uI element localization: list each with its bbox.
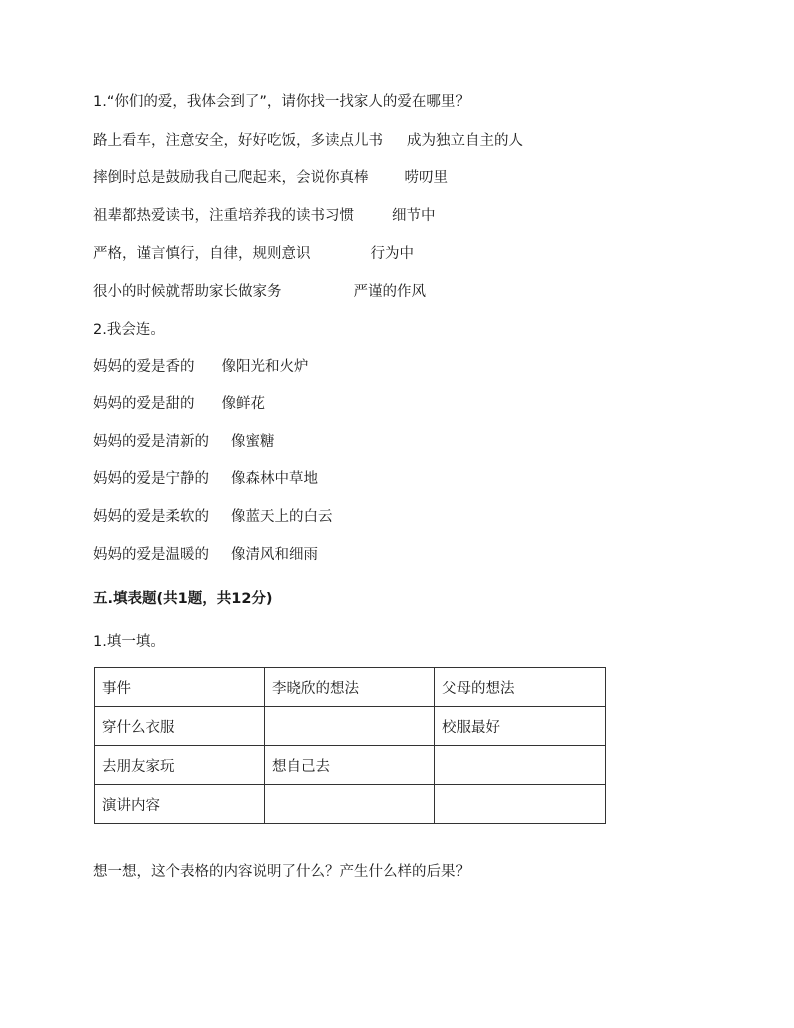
q1-row-5-left: 很小的时候就帮助家长做家务 — [93, 284, 282, 300]
q2-row-2-right: 像鲜花 — [221, 396, 265, 412]
table-row — [95, 707, 606, 746]
q1-row-2-right: 唠叨里 — [404, 170, 448, 186]
q1-row-4 — [93, 244, 414, 264]
q1-prompt-text: 1.“你们的爱，我体会到了”，请你找一找家人的爱在哪里？ — [93, 94, 470, 110]
table-header-row — [95, 668, 606, 707]
q1-prompt — [93, 92, 470, 112]
q2-row-1-right: 像阳光和火炉 — [221, 359, 309, 375]
table-cell: 去朋友家玩 — [95, 746, 265, 785]
q2-row-4-left: 妈妈的爱是宁静的 — [93, 471, 209, 487]
table-cell: 校服最好 — [435, 707, 606, 746]
q2-row-6-left: 妈妈的爱是温暖的 — [93, 547, 209, 563]
q2-row-1 — [93, 357, 309, 377]
table-row — [95, 746, 606, 785]
table-row — [95, 785, 606, 824]
q2-row-6 — [93, 545, 318, 565]
table-cell-blank[interactable] — [435, 746, 606, 785]
q1-row-5-right: 严谨的作风 — [353, 284, 426, 300]
q1-row-1-left: 路上看车，注意安全，好好吃饭，多读点儿书 — [93, 133, 383, 149]
q2-row-5 — [93, 507, 333, 527]
q1-row-3-right: 细节中 — [392, 208, 436, 224]
q2-row-3-right: 像蜜糖 — [231, 434, 275, 450]
q2-row-4-right: 像森林中草地 — [231, 471, 318, 487]
q1-row-3-left: 祖辈都热爱读书，注重培养我的读书习惯 — [93, 208, 354, 224]
section-five-q1-prompt — [93, 632, 165, 652]
q1-row-2 — [93, 168, 448, 188]
q2-prompt — [93, 320, 165, 340]
q2-row-6-right: 像清风和细雨 — [231, 547, 318, 563]
q1-row-2-left: 摔倒时总是鼓励我自己爬起来，会说你真棒 — [93, 170, 369, 186]
q1-row-4-left: 严格，谨言慎行，自律，规则意识 — [93, 246, 311, 262]
table-header-cell: 事件 — [95, 668, 265, 707]
followup-question — [93, 862, 470, 882]
q1-row-4-right: 行为中 — [370, 246, 414, 262]
q1-row-1-right: 成为独立自主的人 — [407, 133, 523, 149]
q2-prompt-text: 2.我会连。 — [93, 322, 165, 338]
table-cell-blank[interactable] — [435, 785, 606, 824]
table-cell: 演讲内容 — [95, 785, 265, 824]
section-five-title-text: 五.填表题(共1题，共12分) — [93, 591, 273, 607]
q2-row-4 — [93, 469, 318, 489]
table-cell-blank[interactable] — [265, 707, 435, 746]
table-header-cell: 李晓欣的想法 — [265, 668, 435, 707]
q2-row-3 — [93, 432, 275, 452]
followup-question-text: 想一想，这个表格的内容说明了什么？产生什么样的后果？ — [93, 864, 470, 880]
q2-row-3-left: 妈妈的爱是清新的 — [93, 434, 209, 450]
q1-row-3 — [93, 206, 436, 226]
table-header-cell: 父母的想法 — [435, 668, 606, 707]
fill-in-table — [94, 667, 606, 824]
table-cell: 想自己去 — [265, 746, 435, 785]
q2-row-5-right: 像蓝天上的白云 — [231, 509, 333, 525]
q1-row-5 — [93, 282, 426, 302]
q2-row-2-left: 妈妈的爱是甜的 — [93, 396, 195, 412]
table-cell-blank[interactable] — [265, 785, 435, 824]
q2-row-2 — [93, 394, 265, 414]
table-cell: 穿什么衣服 — [95, 707, 265, 746]
section-five-title — [93, 589, 273, 609]
q1-row-1 — [93, 131, 523, 151]
q2-row-5-left: 妈妈的爱是柔软的 — [93, 509, 209, 525]
q2-row-1-left: 妈妈的爱是香的 — [93, 359, 195, 375]
section-five-q1-prompt-text: 1.填一填。 — [93, 634, 165, 650]
